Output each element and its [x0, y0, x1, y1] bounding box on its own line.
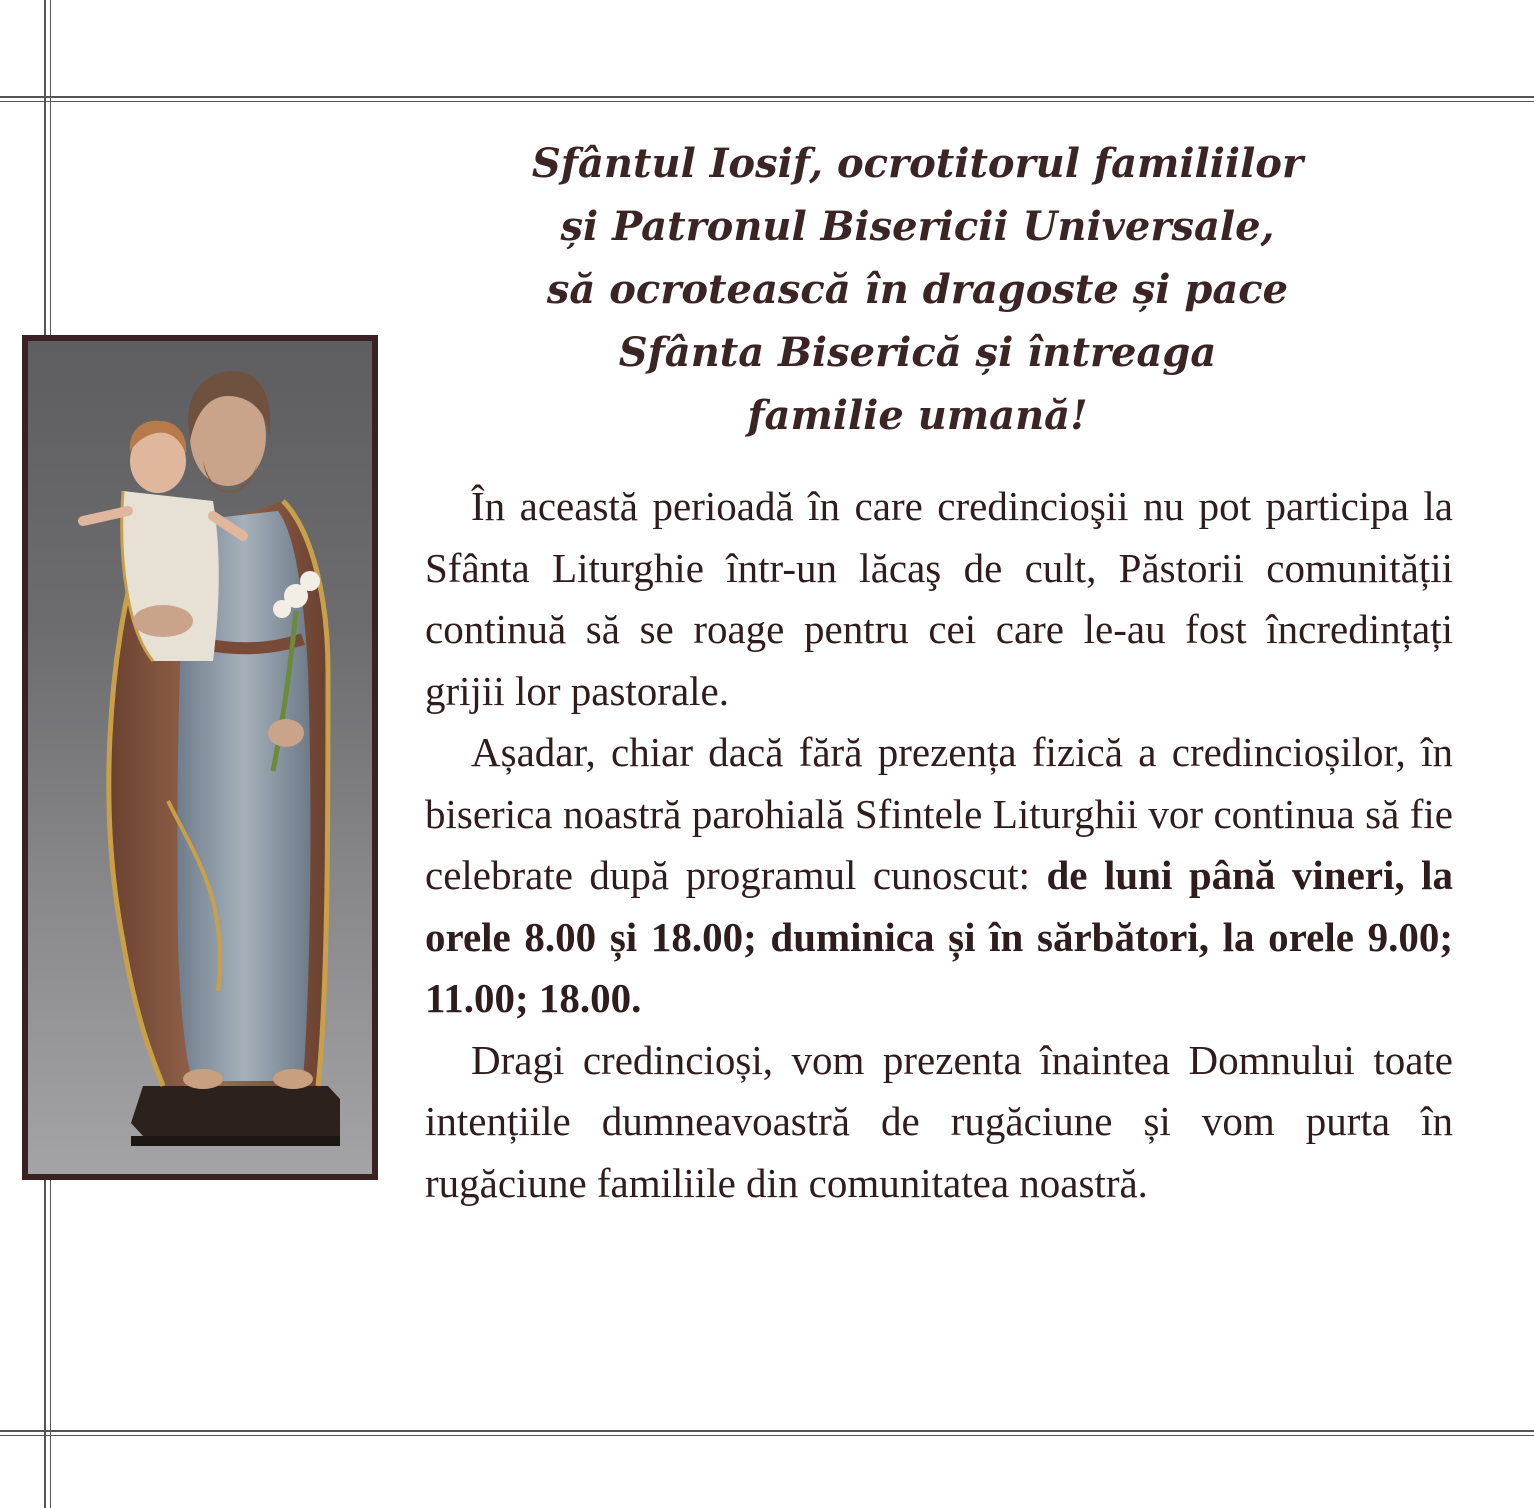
paragraph-schedule	[425, 722, 1453, 1030]
heading-line: familie umană!	[747, 392, 1088, 439]
heading-line: Sfântul Iosif, ocrotitorul familiilor	[531, 140, 1304, 187]
heading-line: Sfânta Biserică și întreaga	[618, 329, 1217, 376]
statue-image	[28, 341, 372, 1174]
statue-illustration	[28, 341, 372, 1174]
frame-line-bottom-inner	[0, 1435, 1534, 1436]
dedication-heading	[425, 132, 1410, 447]
paragraph-prayer-intentions: Dragi credincioși, vom prezenta înaintea Domnului toate intențiile dumneavoastră de rugăciune și vom purta în rugăciune familiile din comunitatea noastră.	[425, 1036, 1453, 1206]
schedule-intro: Așadar, chiar dacă fără prezența fizică a credincioșilor, în biserica noastră parohială Sfintele Liturghii vor continua să fie celebrate după programul cunoscut:	[425, 729, 1453, 898]
heading-line: să ocrotească în dragoste și pace	[546, 266, 1289, 313]
announcement-body	[425, 476, 1453, 1214]
frame-line-bottom	[0, 1430, 1534, 1432]
mass-schedule: de luni până vineri, la orele 8.00 și 18.00; duminica și în sărbători, la orele 9.00; 11.00; 18.00.	[425, 852, 1453, 1021]
frame-line-top-inner	[0, 101, 1534, 102]
heading-line: și Patronul Bisericii Universale,	[560, 203, 1275, 250]
statue-image-frame	[22, 335, 378, 1180]
frame-line-top	[0, 96, 1534, 98]
paragraph-liturgy-notice: În această perioadă în care credincioşii nu pot participa la Sfânta Liturghie într-un lăcaş de cult, Păstorii comunității continuă să se roage pentru cei care le-au fost încredințați grijii lor pastorale.	[425, 483, 1453, 714]
